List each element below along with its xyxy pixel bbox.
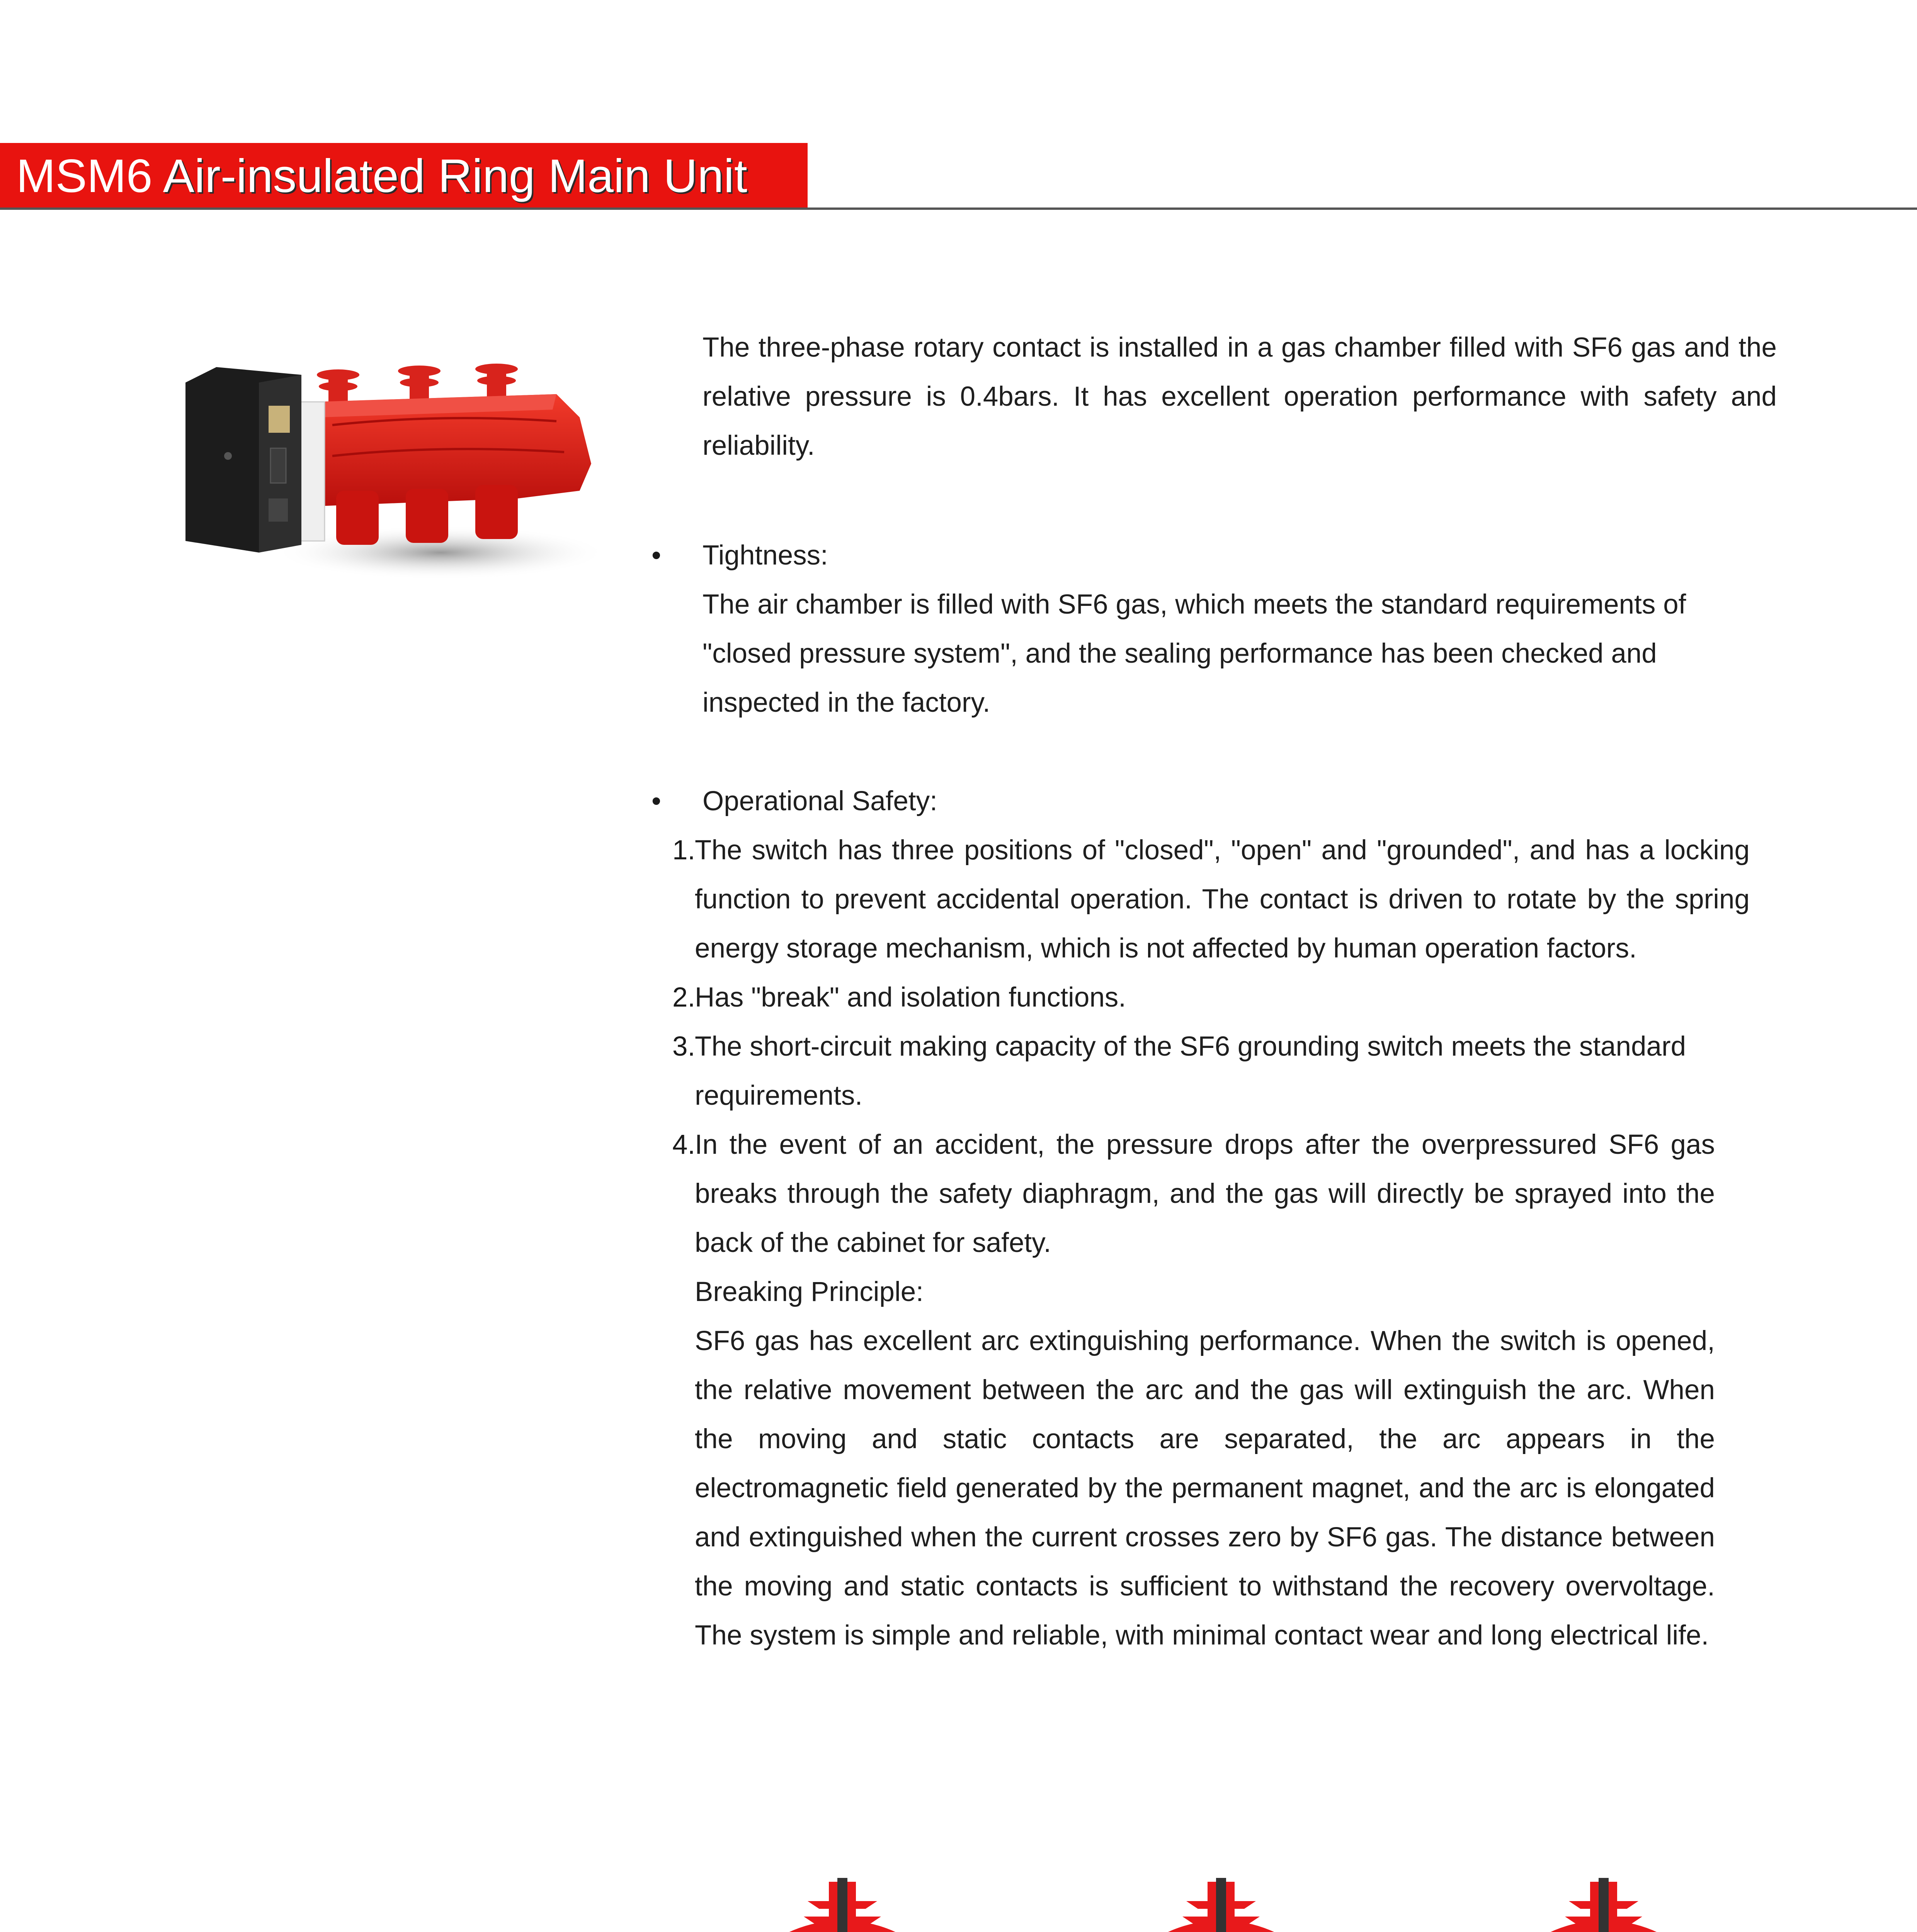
safety-heading: Operational Safety: — [703, 786, 937, 816]
intro-paragraph: The three-phase rotary contact is installed in a gas chamber filled with SF6 gas and the relative pressure is 0.4bars. It has excellent operation performance with safety and reliability. — [703, 332, 1777, 461]
title-banner — [0, 143, 808, 209]
header-rule — [0, 207, 1917, 210]
safety-item-1-text: The switch has three positions of "closed", "open" and "grounded", and has a locking function to prevent accidental operation. The contact is driven to rotate by the spring energy storage mechanism, which is not affected by human operation factors. — [695, 835, 1750, 964]
title-model: MSM6 — [16, 150, 153, 202]
earthing-position-diagram — [649, 1866, 1005, 1932]
safety-item-2-number: 2. — [672, 982, 696, 1013]
safety-bullet: • — [651, 786, 661, 816]
breaking-heading: Breaking Principle: — [695, 1277, 924, 1307]
safety-item-1-number: 1. — [672, 835, 696, 866]
ring-main-unit-illustration — [170, 359, 614, 599]
title-text: Air-insulated Ring Main Unit — [152, 150, 747, 202]
safety-item-3-text: The short-circuit making capacity of the SF6 grounding switch meets the standard requirements. — [695, 1031, 1686, 1111]
breaking-body: SF6 gas has excellent arc extinguishing performance. When the switch is opened, the relative movement between the arc and the gas will extinguish the arc. When the moving and static contacts are separated, the arc appears in the electromagnetic field generated by the permanent magnet, and the arc is elongated and extinguished when the current crosses zero by SF6 gas. The distance between the moving and static contacts is sufficient to withstand the recovery overvoltage. The system is simple and reliable, with minimal contact wear and long electrical life. — [695, 1326, 1715, 1651]
closed-position-diagram — [1410, 1866, 1766, 1932]
safety-item-2-text: Has "break" and isolation functions. — [695, 982, 1126, 1013]
tightness-heading: Tightness: — [703, 540, 828, 571]
safety-item-4-number: 4. — [672, 1129, 696, 1160]
tightness-body: The air chamber is filled with SF6 gas, which meets the standard requirements of "closed pressure system", and the sealing performance has been checked and inspected in the factory. — [703, 589, 1686, 718]
safety-item-3-number: 3. — [672, 1031, 696, 1062]
safety-item-4-text: In the event of an accident, the pressure drops after the overpressured SF6 gas breaks through the safety diaphragm, and the gas will directly be sprayed into the back of the cabinet for safety. — [695, 1129, 1715, 1258]
tightness-bullet: • — [651, 540, 661, 571]
opening-position-diagram — [1028, 1866, 1383, 1932]
